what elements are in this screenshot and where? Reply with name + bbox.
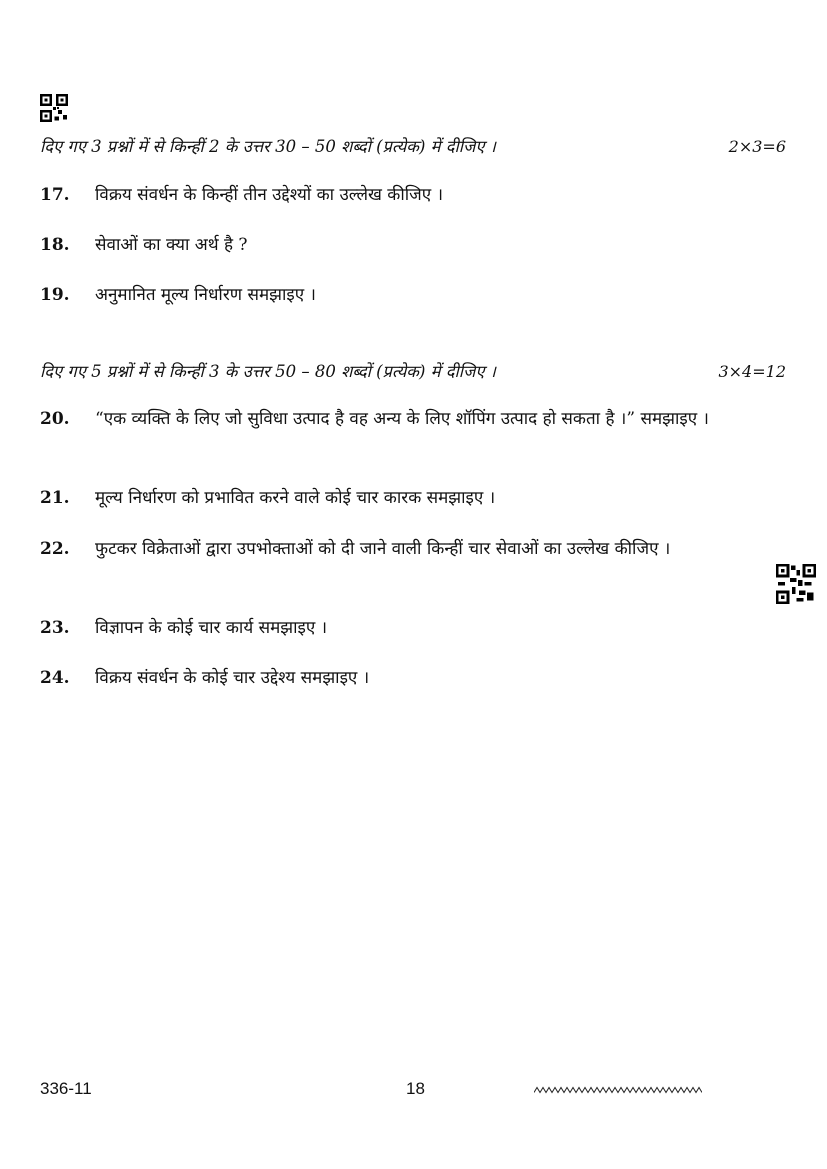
wavy-line-icon — [534, 1086, 702, 1094]
instruction-text: दिए गए 3 प्रश्नों में से किन्हीं 2 के उत्तर 30 – 50 शब्दों (प्रत्येक) में दीजिए । — [40, 137, 496, 156]
question-text: फुटकर विक्रेताओं द्वारा उपभोक्ताओं को दी जाने वाली किन्हीं चार सेवाओं का उल्लेख कीजिए । — [95, 539, 671, 559]
marks-allocation: 2×3=6 — [728, 137, 786, 156]
question-number: 20. — [40, 409, 70, 429]
question-number: 22. — [40, 539, 70, 559]
question-item — [40, 664, 745, 692]
question-number: 17. — [40, 185, 70, 205]
question-number: 21. — [40, 488, 70, 508]
question-item — [40, 405, 745, 433]
question-text: विक्रय संवर्धन के कोई चार उद्देश्य समझाइए । — [95, 668, 370, 688]
question-item — [40, 231, 745, 259]
question-text: विक्रय संवर्धन के किन्हीं तीन उद्देश्यों का उल्लेख कीजिए । — [95, 185, 444, 205]
question-number: 24. — [40, 668, 70, 688]
question-number: 18. — [40, 235, 70, 255]
question-text: “एक व्यक्ति के लिए जो सुविधा उत्पाद है वह अन्य के लिए शॉपिंग उत्पाद हो सकता है ।” समझाइए । — [95, 409, 709, 429]
question-number: 19. — [40, 285, 70, 305]
paper-code: 336-11 — [40, 1079, 92, 1098]
question-item — [40, 484, 745, 512]
marks-allocation: 3×4=12 — [718, 362, 786, 381]
question-item — [40, 535, 745, 563]
qr-code-icon — [40, 94, 68, 122]
question-item — [40, 614, 745, 642]
question-text: मूल्य निर्धारण को प्रभावित करने वाले कोई चार कारक समझाइए । — [95, 488, 496, 508]
instruction-text: दिए गए 5 प्रश्नों में से किन्हीं 3 के उत्तर 50 – 80 शब्दों (प्रत्येक) में दीजिए । — [40, 362, 496, 381]
question-item — [40, 181, 745, 209]
question-text: अनुमानित मूल्य निर्धारण समझाइए । — [95, 285, 316, 305]
question-text: विज्ञापन के कोई चार कार्य समझाइए । — [95, 618, 328, 638]
question-item — [40, 281, 745, 309]
section-instruction — [40, 134, 786, 157]
page-number: 18 — [406, 1079, 425, 1098]
qr-code-icon — [776, 564, 816, 604]
question-number: 23. — [40, 618, 70, 638]
question-text: सेवाओं का क्या अर्थ है ? — [95, 235, 248, 255]
section-instruction — [40, 359, 786, 382]
